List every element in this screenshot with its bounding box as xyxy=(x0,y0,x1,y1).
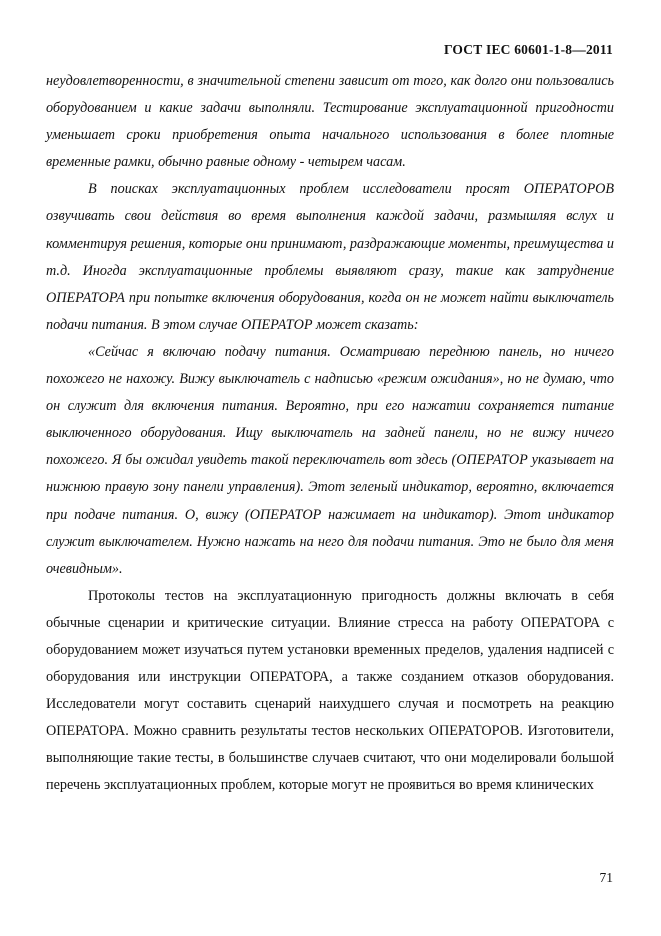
paragraph-research: В поисках эксплуатационных проблем исследователи просят ОПЕРАТОРОВ озвучивать свои действия во время выполнения каждой задачи, размышляя вслух и комментируя решения, которые они принимают, раздражающие моменты, преимущества и т.д. Иногда эксплуатационные проблемы выявляют сразу, такие как затруднение ОПЕРАТОРА при попытке включения оборудования, когда он не может найти выключатель подачи питания. В этом случае ОПЕРАТОР может сказать: xyxy=(46,181,614,333)
document-body xyxy=(46,68,614,800)
page-number: 71 xyxy=(599,870,613,885)
paragraph-operator-quote: «Сейчас я включаю подачу питания. Осматриваю переднюю панель, но ничего похожего не нахожу. Вижу выключатель с надписью «режим ожидания», но не думаю, что он служит для включения питания. Вероятно, при его нажатии сохраняется питание выключенного оборудования. Ищу выключатель на задней панели, но не вижу ничего похожего. Я бы ожидал увидеть такой переключатель вот здесь (ОПЕРАТОР указывает на нижнюю правую зону панели управления). Этот зеленый индикатор, вероятно, включается при подаче питания. О, вижу (ОПЕРАТОР нажимает на индикатор). Этот индикатор служит выключателем. Нужно нажать на него для подачи питания. Это не было для меня очевидным». xyxy=(46,343,614,577)
paragraph-continuation: неудовлетворенности, в значительной степени зависит от того, как долго они пользовались оборудованием и какие задачи выполняли. Тестирование эксплуатационной пригодности уменьшает сроки приобретения опыта начального использования в более плотные временные рамки, обычно равные одному - четырем часам. xyxy=(46,73,614,171)
document-header: ГОСТ IEC 60601-1-8—2011 xyxy=(443,42,613,57)
paragraph-test-protocols: Протоколы тестов на эксплуатационную пригодность должны включать в себя обычные сценарии и критические ситуации. Влияние стресса на работу ОПЕРАТОРА с оборудованием может изучаться путем установки временных пределов, удаления надписей с оборудования или инструкции ОПЕРАТОРА, а также созданием отказов оборудования. Исследователи могут составить сценарий наихудшего случая и посмотреть на реакцию ОПЕРАТОРА. Можно сравнить результаты тестов нескольких ОПЕРАТОРОВ. Изготовители, выполняющие такие тесты, в большинстве случаев считают, что они моделировали большой перечень эксплуатационных проблем, которые могут не проявиться во время клинических xyxy=(46,587,614,794)
